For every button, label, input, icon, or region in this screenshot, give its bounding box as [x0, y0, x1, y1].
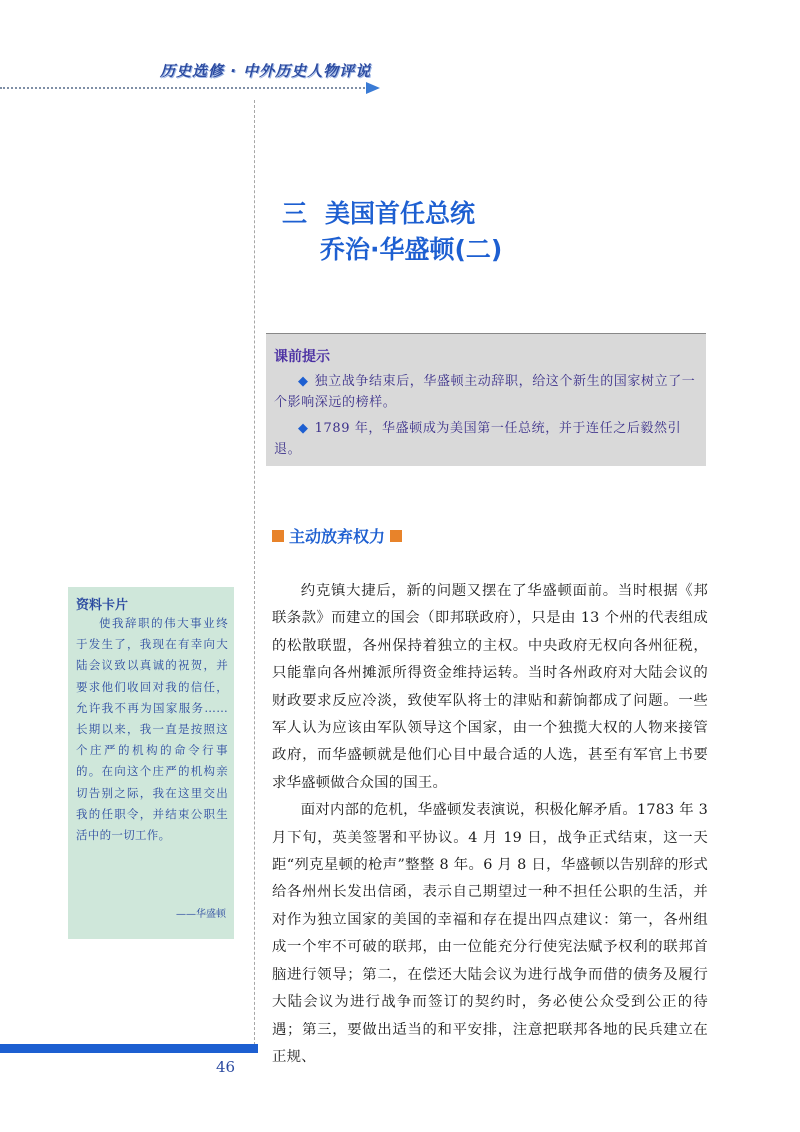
tips-heading: 课前提示: [274, 349, 330, 365]
book-title: 历史选修 · 中外历史人物评说: [160, 62, 372, 80]
body-text: [272, 578, 708, 1071]
info-card-title: 资料卡片: [76, 598, 129, 613]
chapter-title-line1: 美国首任总统: [325, 199, 476, 228]
square-bullet-icon: [390, 530, 402, 542]
diamond-bullet-icon: ◆: [298, 374, 309, 389]
chapter-number: 三: [282, 199, 308, 228]
page-number: 46: [216, 1058, 236, 1076]
tips-item: [274, 371, 702, 413]
info-card-signature: ——华盛顿: [176, 909, 226, 920]
header-arrow-icon: [366, 82, 380, 94]
chapter-title: [282, 197, 502, 267]
section-heading-text: 主动放弃权力: [289, 527, 386, 546]
body-paragraph: 面对内部的危机，华盛顿发表演说，积极化解矛盾。1783 年 3 月下旬，英美签署和平协议。4 月 19 日，战争正式结束，这一天距“列克星顿的枪声”整整 8 年。6 月 8 日，华盛顿以告别辞的形式给各州州长发出信函，表示自己期望过一种不担任公职的生活，并对作为独立国家的美国的幸福和存在提出四点建议：第一，各州组成一个牢不可破的联邦，由一位能充分行使宪法赋予权利的联邦首脑进行领导；第二，在偿还大陆会议为进行战争而借的债务及履行大陆会议为进行战争而签订的契约时，务必使公众受到公正的待遇；第三，要做出适当的和平安排，注意把联邦各地的民兵建立在正规、: [272, 802, 708, 1065]
chapter-title-line2: 乔治·华盛顿(二): [320, 235, 503, 264]
footer-bar: [0, 1044, 258, 1053]
column-divider: [254, 100, 255, 1050]
square-bullet-icon: [272, 530, 284, 542]
body-paragraph: 约克镇大捷后，新的问题又摆在了华盛顿面前。当时根据《邦联条款》而建立的国会（即邦联政府），只是由 13 个州的代表组成的松散联盟，各州保持着独立的主权。中央政府无权向各州征税，只能靠向各州摊派所得资金维持运转。当时各州政府对大陆会议的财政要求反应冷淡，致使军队将士的津贴和薪饷都成了问题。一些军人认为应该由军队领导这个国家，由一个独揽大权的人物来接管政府，而华盛顿就是他们心目中最合适的人选，甚至有军官上书要求华盛顿做合众国的国王。: [272, 583, 708, 791]
tips-item-text: 独立战争结束后，华盛顿主动辞职，给这个新生的国家树立了一个影响深远的榜样。: [274, 374, 696, 410]
section-heading: [272, 524, 402, 547]
pre-class-tips-box: [266, 333, 706, 466]
diamond-bullet-icon: ◆: [298, 421, 309, 436]
tips-item-text: 1789 年，华盛顿成为美国第一任总统，并于连任之后毅然引退。: [274, 421, 682, 457]
info-card: [68, 587, 234, 939]
tips-item: [274, 418, 702, 460]
info-card-text: 使我辞职的伟大事业终于发生了，我现在有幸向大陆会议致以真诚的祝贺，并要求他们收回对我的信任，允许我不再为国家服务……长期以来，我一直是按照这个庄严的机构的命令行事的。在向这个庄严的机构亲切告别之际，我在这里交出我的任职令，并结束公职生活中的一切工作。: [76, 616, 228, 843]
header-dotted-rule: [0, 87, 372, 89]
